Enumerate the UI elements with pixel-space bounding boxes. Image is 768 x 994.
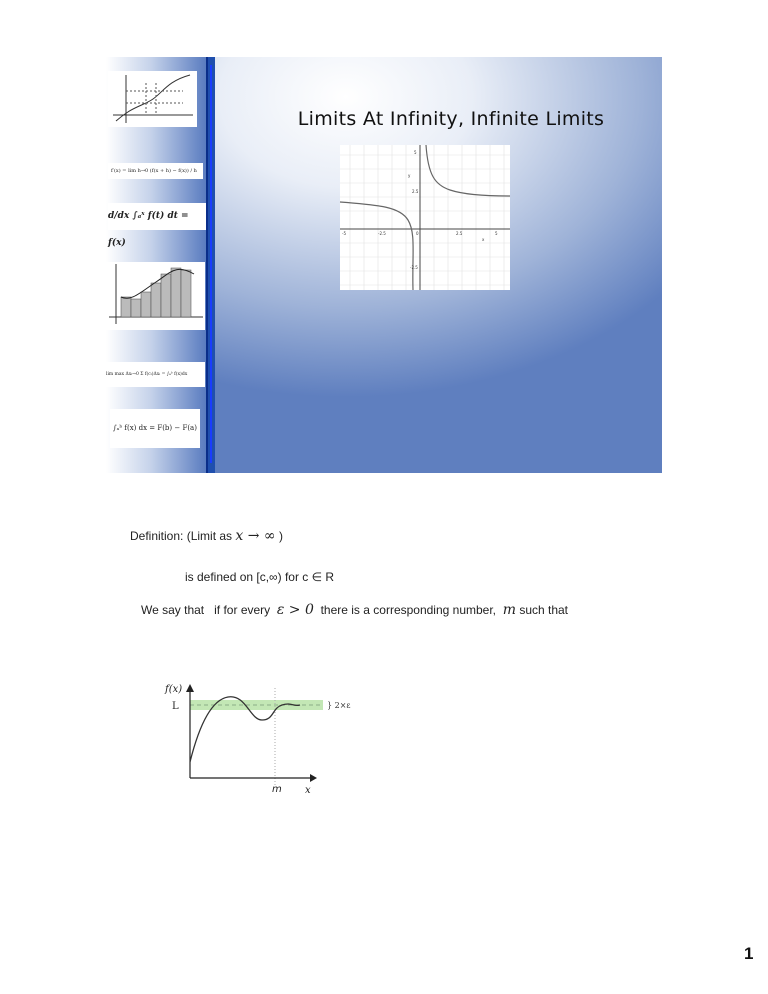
slide-sidebar bbox=[106, 57, 206, 473]
definition-close: ) bbox=[278, 529, 283, 543]
function-graph-thumbnail bbox=[108, 71, 197, 127]
epsilon-math: ε > 0 bbox=[276, 602, 314, 618]
slide-image bbox=[106, 57, 662, 473]
such-that-text: such that bbox=[519, 603, 569, 617]
corresponding-text: there is a corresponding number, bbox=[320, 603, 497, 617]
m-math: m bbox=[502, 602, 516, 618]
figure-m-label: m bbox=[272, 784, 282, 795]
x-tick: 0 bbox=[416, 231, 419, 236]
x-tick: -5 bbox=[342, 231, 346, 236]
definition-label: Definition: (Limit as bbox=[130, 529, 233, 543]
epsilon-line bbox=[141, 602, 568, 618]
limit-figure bbox=[150, 670, 410, 810]
sidebar-divider bbox=[206, 57, 215, 473]
domain-line: is defined on [c,∞) for c ∈ R bbox=[185, 570, 335, 584]
x-tick: 5 bbox=[495, 231, 498, 236]
y-tick: -2.5 bbox=[410, 265, 418, 270]
derivative-formula: f′(x) = lim h→0 (f(x + h) − f(x)) / h bbox=[108, 163, 203, 179]
hyperbola-graph bbox=[340, 145, 510, 290]
figure-band-label: } 2×ε bbox=[327, 701, 351, 710]
limit-math: x → ∞ bbox=[235, 528, 276, 544]
ftc1-formula: d/dx ∫ₐˣ f(t) dt = f(x) bbox=[108, 203, 207, 230]
x-tick: 2.5 bbox=[456, 231, 463, 236]
definition-line bbox=[130, 528, 283, 544]
ftc2-formula: ∫ₐᵇ f(x) dx = F(b) − F(a) bbox=[110, 409, 200, 448]
y-tick: 2.5 bbox=[412, 189, 419, 194]
figure-y-label: f(x) bbox=[165, 684, 183, 695]
y-axis-label: y bbox=[408, 173, 411, 178]
figure-x-label: x bbox=[305, 785, 311, 796]
figure-L-label: L bbox=[172, 701, 179, 712]
y-tick: 5 bbox=[414, 150, 417, 155]
riemann-limit-formula: lim max Δxᵢ→0 Σ f(cᵢ)Δxᵢ = ∫ₐᵇ f(x)dx bbox=[106, 362, 205, 387]
page-number: 1 bbox=[744, 944, 754, 963]
slide-title: Limits At Infinity, Infinite Limits bbox=[297, 108, 605, 130]
say-that-text: We say that if for every bbox=[141, 603, 271, 617]
riemann-sum-thumbnail bbox=[106, 262, 205, 330]
x-tick: -2.5 bbox=[378, 231, 386, 236]
x-axis-label: x bbox=[482, 237, 485, 242]
